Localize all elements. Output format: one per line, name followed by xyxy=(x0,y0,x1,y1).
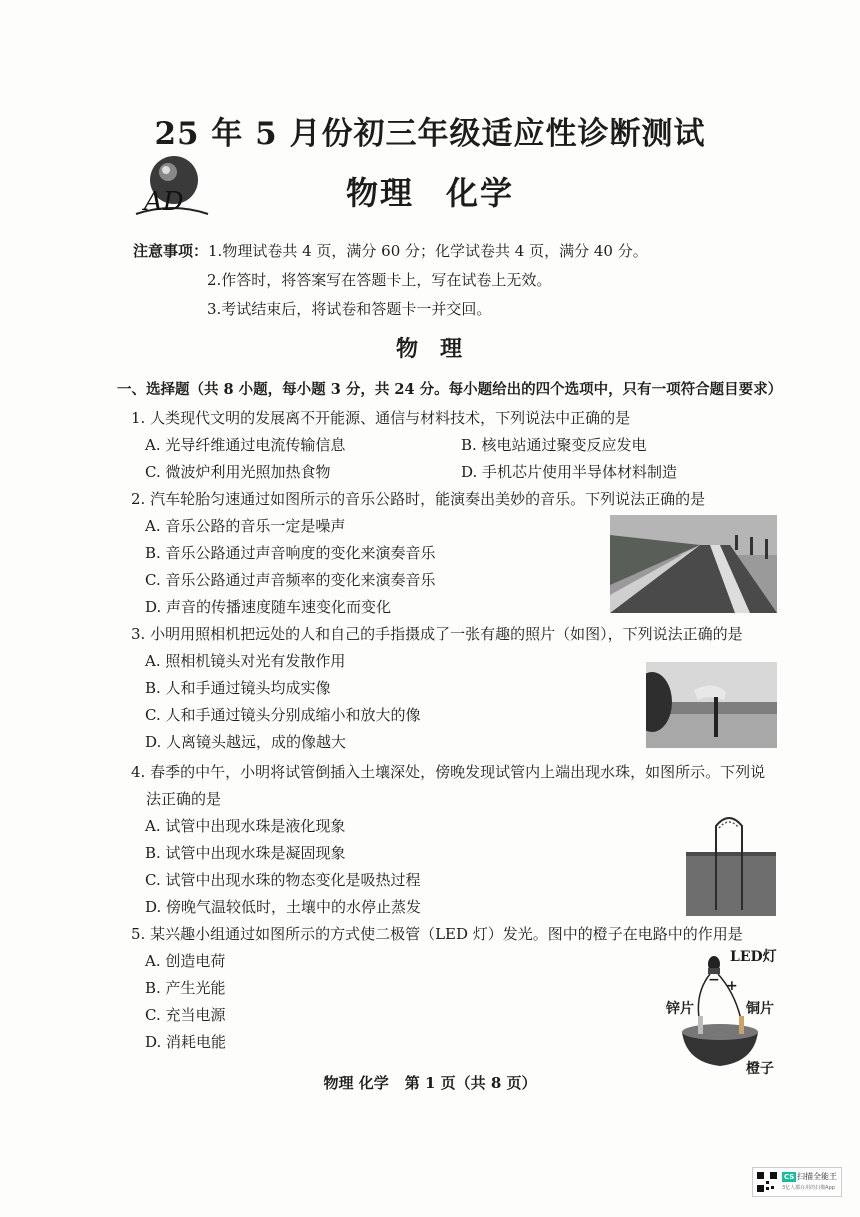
q2-option-a: A. 音乐公路的音乐一定是噪声 xyxy=(145,517,346,535)
q5-option-b: B. 产生光能 xyxy=(145,979,226,997)
note-item-2: 2.作答时，将答案写在答题卡上，写在试卷上无效。 xyxy=(207,271,552,289)
footer-page-number: 第 1 页（共 8 页） xyxy=(404,1074,537,1092)
q1-option-c: C. 微波炉利用光照加热食物 xyxy=(145,463,331,481)
q4-option-a: A. 试管中出现水珠是液化现象 xyxy=(145,817,346,835)
orange-battery-figure xyxy=(654,944,784,1076)
q5-option-c: C. 充当电源 xyxy=(145,1006,226,1024)
question-4-stem: 4. 春季的中午，小明将试管倒插入土壤深处，傍晚发现试管内上端出现水珠，如图所示。下列说 xyxy=(131,763,766,781)
minus-label: − xyxy=(708,972,720,988)
camscanner-tagline: 3亿人都在用的扫描App xyxy=(782,1185,835,1191)
subject-physics: 物理 xyxy=(345,174,414,212)
question-1-stem: 1. 人类现代文明的发展离不开能源、通信与材料技术，下列说法中正确的是 xyxy=(131,409,631,427)
subject-chemistry: 化学 xyxy=(446,174,515,212)
hand-photo xyxy=(646,662,777,752)
q5-option-d: D. 消耗电能 xyxy=(145,1033,227,1051)
orange-label: 橙子 xyxy=(746,1061,774,1077)
zinc-label: 锌片 xyxy=(666,1001,694,1017)
footer-subjects: 物理 化学 xyxy=(323,1074,389,1092)
q1-option-b: B. 核电站通过聚变反应发电 xyxy=(461,436,647,454)
copper-label: 铜片 xyxy=(746,1001,774,1017)
section-title: 物 理 xyxy=(395,336,465,362)
question-5-stem: 5. 某兴趣小组通过如图所示的方式使二极管（LED 灯）发光。图中的橙子在电路中的作用是 xyxy=(131,925,743,943)
logo-letters: AD xyxy=(144,187,184,217)
question-4-stem-cont: 法正确的是 xyxy=(146,790,222,808)
camscanner-badge xyxy=(752,1167,842,1197)
question-3-stem: 3. 小明用照相机把远处的人和自己的手指摄成了一张有趣的照片（如图），下列说法正确的是 xyxy=(131,625,743,643)
question-2-stem: 2. 汽车轮胎匀速通过如图所示的音乐公路时，能演奏出美妙的音乐。下列说法正确的是 xyxy=(131,490,706,508)
exam-notes xyxy=(133,237,648,324)
part1-heading: 一、选择题（共 8 小题，每小题 3 分，共 24 分。每小题给出的四个选项中，只有一项符合题目要求） xyxy=(117,381,783,398)
plus-label: + xyxy=(726,978,738,994)
q1-option-d: D. 手机芯片使用半导体材料制造 xyxy=(461,463,678,481)
q3-option-c: C. 人和手通过镜头分别成缩小和放大的像 xyxy=(145,706,421,724)
q4-option-b: B. 试管中出现水珠是凝固现象 xyxy=(145,844,346,862)
q4-option-d: D. 傍晚气温较低时，土壤中的水停止蒸发 xyxy=(145,898,422,916)
q2-option-c: C. 音乐公路通过声音频率的变化来演奏音乐 xyxy=(145,571,436,589)
qr-code-icon xyxy=(756,1171,778,1193)
camscanner-logo: CS xyxy=(784,1173,795,1181)
q2-option-b: B. 音乐公路通过声音响度的变化来演奏音乐 xyxy=(145,544,436,562)
note-item-3: 3.考试结束后，将试卷和答题卡一并交回。 xyxy=(207,300,492,318)
q3-option-a: A. 照相机镜头对光有发散作用 xyxy=(145,652,346,670)
page-footer xyxy=(0,1072,860,1093)
test-tube-figure xyxy=(686,810,776,920)
exam-title: 25 年 5 月份初三年级适应性诊断测试 xyxy=(154,116,706,152)
q3-option-d: D. 人离镜头越远，成的像越大 xyxy=(145,733,347,751)
q4-option-c: C. 试管中出现水珠的物态变化是吸热过程 xyxy=(145,871,421,889)
q5-option-a: A. 创造电荷 xyxy=(145,952,226,970)
q3-option-b: B. 人和手通过镜头均成实像 xyxy=(145,679,331,697)
music-road-photo xyxy=(610,515,777,617)
camscanner-name: 扫描全能王 xyxy=(797,1172,837,1181)
exam-subtitle xyxy=(0,168,860,214)
note-item-1: 1.物理试卷共 4 页，满分 60 分；化学试卷共 4 页，满分 40 分。 xyxy=(208,242,648,260)
notes-label: 注意事项： xyxy=(133,242,209,260)
led-label: LED灯 xyxy=(730,949,777,965)
q2-option-d: D. 声音的传播速度随车速变化而变化 xyxy=(145,598,392,616)
q1-option-a: A. 光导纤维通过电流传输信息 xyxy=(145,436,346,454)
